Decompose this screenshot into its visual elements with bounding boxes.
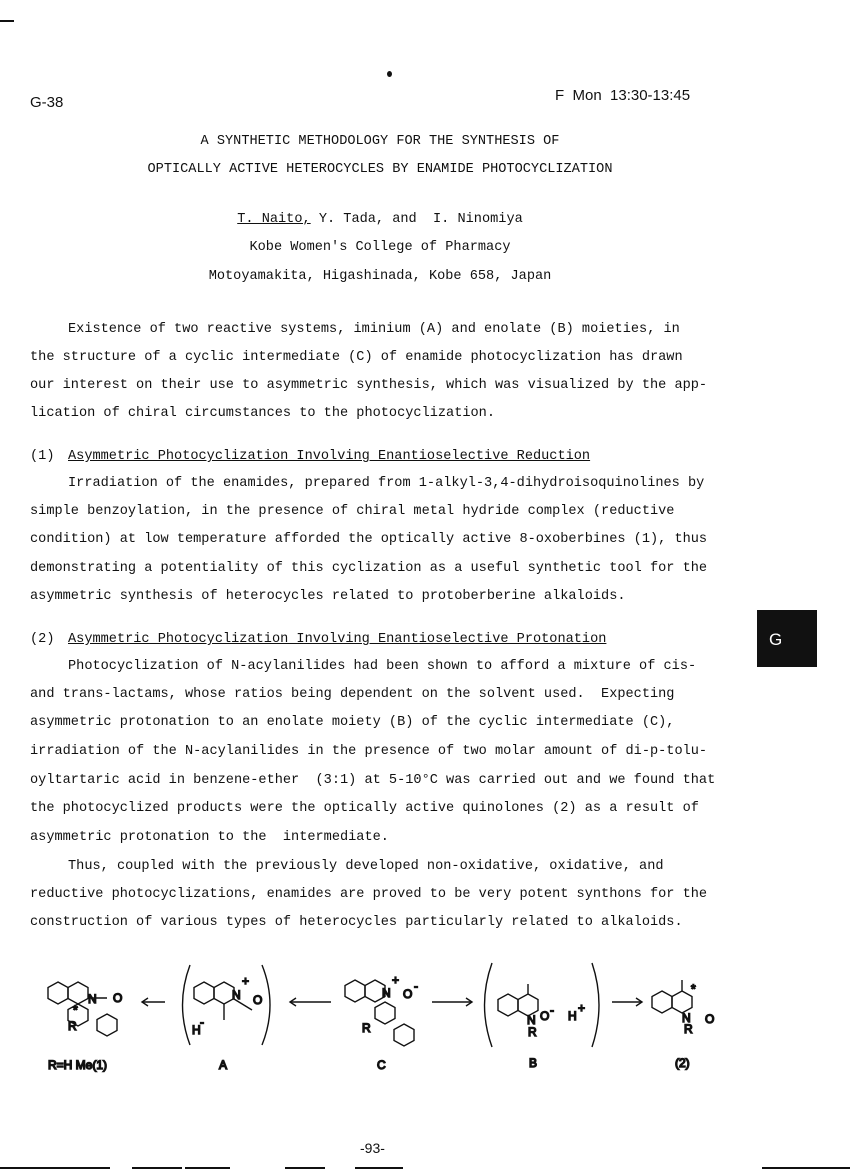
compound-1-structure: [48, 982, 117, 1036]
compound-2-structure: [652, 980, 692, 1013]
atom-o: O: [403, 987, 413, 1001]
atom-o: O: [253, 993, 263, 1007]
atom-n: N: [527, 1013, 536, 1027]
section2-line: the photocyclized products were the optically active quinolones (2) as a result of: [30, 801, 699, 816]
co-authors: Y. Tada, and I. Ninomiya: [310, 212, 523, 227]
chiral-star: *: [73, 1003, 78, 1017]
section2-line: and trans-lactams, whose ratios being dependent on the solvent used. Expecting: [30, 687, 675, 702]
atom-r: R: [528, 1025, 537, 1039]
plus-charge: +: [242, 974, 250, 988]
label-a: A: [219, 1058, 228, 1072]
section-tab-g: [757, 610, 817, 667]
footer-rule: [0, 1167, 110, 1169]
section-tab-label: G: [769, 630, 783, 649]
label-compound-1: R=H Me(1): [48, 1058, 108, 1072]
section1-heading: Asymmetric Photocyclization Involving Enantioselective Reduction: [68, 449, 591, 464]
address: Motoyamakita, Higashinada, Kobe 658, Japan: [208, 269, 552, 284]
section2-heading: Asymmetric Photocyclization Involving Enantioselective Protonation: [68, 632, 607, 647]
atom-r: R: [68, 1019, 77, 1033]
bracket-left: [183, 965, 191, 1045]
atom-r: R: [362, 1021, 371, 1035]
minus-charge: -: [550, 1003, 554, 1017]
atom-o: O: [705, 1012, 715, 1026]
proton: H: [568, 1009, 577, 1023]
section2-line: asymmetric protonation to the intermediate.: [30, 830, 389, 845]
atom-r: R: [684, 1022, 693, 1036]
bracket-right: [262, 965, 270, 1045]
atom-n: N: [382, 986, 391, 1000]
scan-mark: [0, 20, 14, 22]
intro-line: lication of chiral circumstances to the photocyclization.: [30, 406, 495, 421]
atom-n: N: [88, 992, 97, 1006]
label-b: B: [529, 1056, 538, 1070]
plus-charge: +: [392, 973, 400, 987]
section1-line: condition) at low temperature afforded the optically active 8-oxoberbines (1), thus: [30, 532, 708, 547]
intermediate-b-structure: [498, 984, 538, 1016]
minus-charge: -: [414, 979, 418, 993]
section2-line: irradiation of the N-acylanilides in the presence of two molar amount of di-p-tolu-: [30, 744, 708, 759]
section1-line: asymmetric synthesis of heterocycles related to protoberberine alkaloids.: [30, 589, 626, 604]
title-line-2: OPTICALLY ACTIVE HETEROCYCLES BY ENAMIDE PHOTOCYCLIZATION: [147, 162, 613, 177]
section2-line: asymmetric protonation to an enolate moiety (B) of the cyclic intermediate (C),: [30, 715, 675, 730]
affiliation: Kobe Women's College of Pharmacy: [249, 240, 511, 255]
minus-charge: -: [200, 1015, 204, 1029]
atom-o: O: [540, 1009, 550, 1023]
conclusion-line: construction of various types of heterocycles particularly related to alkaloids.: [30, 915, 683, 930]
conclusion-line: reductive photocyclizations, enamides are proved to be very potent synthons for the: [30, 887, 708, 902]
intro-line: the structure of a cyclic intermediate (C) of enamide photocyclization has drawn: [30, 350, 683, 365]
section2-number: (2): [30, 632, 55, 647]
bracket-right: [592, 963, 599, 1047]
bracket-left: [485, 963, 493, 1047]
section1-line: Irradiation of the enamides, prepared from 1-alkyl-3,4-dihydroisoquinolines by: [68, 476, 705, 491]
section1-number: (1): [30, 449, 55, 464]
hydride: H: [192, 1023, 201, 1037]
session-time: F Mon 13:30-13:45: [555, 87, 691, 104]
title-line-1: A SYNTHETIC METHODOLOGY FOR THE SYNTHESIS OF: [200, 134, 560, 149]
intro-line: our interest on their use to asymmetric synthesis, which was visualized by the app-: [30, 378, 708, 393]
section2-line: Photocyclization of N-acylanilides had been shown to afford a mixture of cis-: [68, 659, 697, 674]
section1-line: simple benzoylation, in the presence of chiral metal hydride complex (reductive: [30, 504, 675, 519]
chiral-star: *: [691, 982, 696, 996]
presenting-author: T. Naito,: [237, 212, 311, 227]
reaction-scheme: [0, 950, 850, 1090]
plus-charge: +: [578, 1001, 586, 1015]
page-number: -93-: [360, 1140, 385, 1156]
authors: [0, 212, 760, 228]
intro-line: Existence of two reactive systems, iminium (A) and enolate (B) moieties, in: [68, 322, 680, 337]
atom-n: N: [232, 988, 241, 1002]
abstract-code: G-38: [30, 94, 64, 111]
section2-line: oyltartaric acid in benzene-ether (3:1) at 5-10°C was carried out and we found that: [30, 773, 716, 788]
label-compound-2: (2): [675, 1056, 690, 1070]
label-c: C: [377, 1058, 386, 1072]
atom-n: N: [682, 1011, 691, 1025]
conclusion-line: Thus, coupled with the previously developed non-oxidative, oxidative, and: [68, 859, 664, 874]
section1-line: demonstrating a potentiality of this cyclization as a useful synthetic tool for the: [30, 561, 708, 576]
atom-o: O: [113, 991, 123, 1005]
dot-mark: [387, 71, 392, 77]
